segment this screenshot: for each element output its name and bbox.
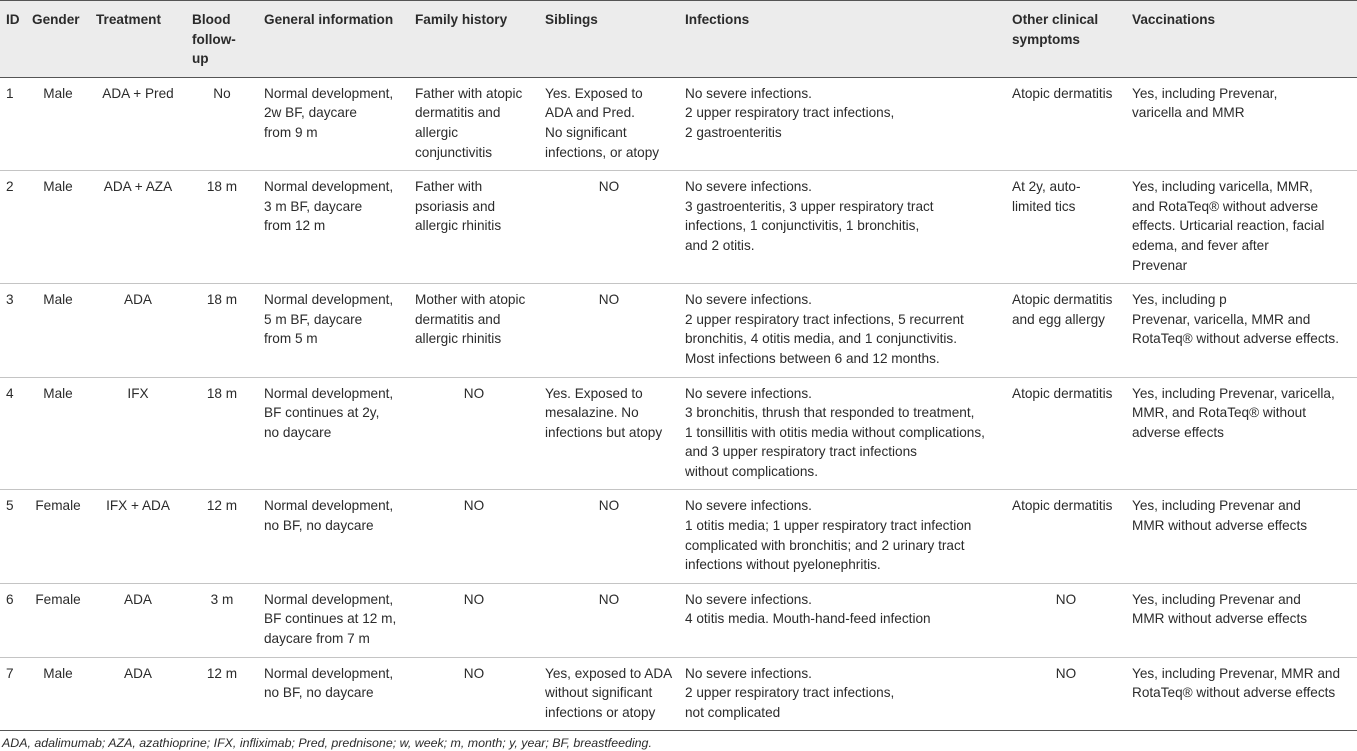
cell-blood-follow-up: 18 m xyxy=(206,385,238,401)
cell-id: 5 xyxy=(6,498,14,514)
cell-treatment: ADA xyxy=(124,665,152,681)
cell-siblings: NO xyxy=(598,591,620,607)
cell-siblings: NO xyxy=(598,179,620,195)
cell-general-information: Normal development, 3 m BF, daycare from 12 m xyxy=(264,179,394,234)
cell-family-history: NO xyxy=(463,498,485,514)
cell-infections: No severe infections. 1 otitis media; 1 upper respiratory tract infection complicated with bronchitis; and 2 urinary tract infections without pyelonephritis. xyxy=(685,498,972,573)
cell-vaccinations: Yes, including Prevenar and MMR without adverse effects xyxy=(1132,591,1308,627)
cell-gender: Female xyxy=(35,498,81,514)
header-infections: Infections xyxy=(685,12,750,27)
cell-gender: Male xyxy=(43,292,73,308)
cell-family-history: Mother with atopic dermatitis and allergic rhinitis xyxy=(415,292,526,347)
cell-family-history: NO xyxy=(463,385,485,401)
table-row xyxy=(0,77,1357,170)
cell-other-clinical-symptoms: NO xyxy=(1055,665,1077,681)
cell-blood-follow-up: 3 m xyxy=(210,591,234,607)
cell-blood-follow-up: 12 m xyxy=(206,498,238,514)
header-gender: Gender xyxy=(32,12,80,27)
table-row xyxy=(0,657,1357,731)
cell-vaccinations: Yes, including p Prevenar, varicella, MMR and RotaTeq® without adverse effects. xyxy=(1132,292,1339,347)
cell-general-information: Normal development, no BF, no daycare xyxy=(264,665,394,701)
cell-general-information: Normal development, 2w BF, daycare from 9 m xyxy=(264,85,394,140)
cell-siblings: NO xyxy=(598,498,620,514)
header-id: ID xyxy=(6,12,20,27)
cell-id: 3 xyxy=(6,292,14,308)
header-other-clinical-symptoms: Other clinical symptoms xyxy=(1012,12,1099,47)
cell-gender: Male xyxy=(43,385,73,401)
cell-id: 2 xyxy=(6,179,14,195)
cell-general-information: Normal development, BF continues at 2y, no daycare xyxy=(264,385,394,440)
header-family-history: Family history xyxy=(415,12,508,27)
cell-gender: Male xyxy=(43,179,73,195)
cell-id: 4 xyxy=(6,385,14,401)
cell-infections: No severe infections. 3 gastroenteritis, 3 upper respiratory tract infections, 1 conjunctivitis, 1 bronchitis, and 2 otitis. xyxy=(685,179,934,253)
table-row xyxy=(0,490,1357,583)
cell-gender: Male xyxy=(43,85,73,101)
cell-treatment: ADA + Pred xyxy=(102,85,174,101)
cell-treatment: ADA + AZA xyxy=(103,179,173,195)
cell-other-clinical-symptoms: Atopic dermatitis and egg allergy xyxy=(1012,292,1113,327)
cell-vaccinations: Yes, including Prevenar and MMR without adverse effects xyxy=(1132,498,1308,534)
cell-other-clinical-symptoms: Atopic dermatitis xyxy=(1012,498,1113,514)
cell-treatment: IFX xyxy=(127,385,149,401)
cell-gender: Female xyxy=(35,591,81,607)
cell-vaccinations: Yes, including Prevenar, varicella, MMR, and RotaTeq® without adverse effects xyxy=(1132,385,1335,440)
header-general-information: General information xyxy=(264,12,394,27)
header-row xyxy=(0,1,1357,78)
header-siblings: Siblings xyxy=(545,12,598,27)
cell-id: 6 xyxy=(6,591,14,607)
cell-siblings: Yes, exposed to ADA without significant infections or atopy xyxy=(545,665,673,720)
cell-siblings: Yes. Exposed to mesalazine. No infections but atopy xyxy=(545,385,663,440)
cell-family-history: Father with psoriasis and allergic rhinitis xyxy=(415,179,502,234)
cell-siblings: Yes. Exposed to ADA and Pred. No significant infections, or atopy xyxy=(545,85,660,160)
cell-infections: No severe infections. 2 upper respiratory tract infections, 5 recurrent bronchitis, 4 otitis media, and 1 conjunctivitis. Most infections between 6 and 12 months. xyxy=(685,292,964,366)
cell-infections: No severe infections. 3 bronchitis, thrush that responded to treatment, 1 tonsillitis with otitis media without complications, and 3 upper respiratory tract infections without complications. xyxy=(685,385,985,479)
cell-family-history: Father with atopic dermatitis and allergic conjunctivitis xyxy=(415,85,523,160)
cell-blood-follow-up: No xyxy=(213,85,231,101)
cell-blood-follow-up: 18 m xyxy=(206,179,238,195)
cell-gender: Male xyxy=(43,665,73,681)
cell-other-clinical-symptoms: NO xyxy=(1055,591,1077,607)
header-vaccinations: Vaccinations xyxy=(1132,12,1216,27)
cell-general-information: Normal development, 5 m BF, daycare from 5 m xyxy=(264,292,394,347)
cell-family-history: NO xyxy=(463,665,485,681)
cell-family-history: NO xyxy=(463,591,485,607)
cell-id: 1 xyxy=(6,85,14,101)
cell-infections: No severe infections. 2 upper respiratory tract infections, not complicated xyxy=(685,665,895,720)
cell-blood-follow-up: 18 m xyxy=(206,292,238,308)
header-treatment: Treatment xyxy=(96,12,161,27)
table-row xyxy=(0,171,1357,284)
cell-vaccinations: Yes, including Prevenar, MMR and RotaTeq® without adverse effects xyxy=(1132,665,1341,701)
table-row xyxy=(0,583,1357,657)
table-row xyxy=(0,284,1357,377)
cell-treatment: IFX + ADA xyxy=(106,498,170,514)
cell-treatment: ADA xyxy=(124,591,152,607)
cell-other-clinical-symptoms: Atopic dermatitis xyxy=(1012,385,1113,401)
cell-vaccinations: Yes, including varicella, MMR, and RotaTeq® without adverse effects. Urticarial reaction, facial edema, and fever after Prevenar xyxy=(1132,179,1325,273)
cell-other-clinical-symptoms: Atopic dermatitis xyxy=(1012,85,1113,101)
cell-general-information: Normal development, no BF, no daycare xyxy=(264,498,394,534)
table-row xyxy=(0,377,1357,490)
cell-infections: No severe infections. 4 otitis media. Mouth-hand-feed infection xyxy=(685,591,931,627)
cell-id: 7 xyxy=(6,665,14,681)
header-blood-follow-up: Blood follow-up xyxy=(192,12,236,67)
cell-treatment: ADA xyxy=(124,292,152,308)
cell-siblings: NO xyxy=(598,292,620,308)
cell-blood-follow-up: 12 m xyxy=(206,665,238,681)
cell-vaccinations: Yes, including Prevenar, varicella and MMR xyxy=(1132,85,1278,121)
cell-infections: No severe infections. 2 upper respiratory tract infections, 2 gastroenteritis xyxy=(685,85,895,140)
cell-other-clinical-symptoms: At 2y, auto- limited tics xyxy=(1012,179,1081,214)
table-footnote: ADA, adalimumab; AZA, azathioprine; IFX, infliximab; Pred, prednisone; w, week; m, month; y, year; BF, breastfeeding. xyxy=(2,736,652,751)
cell-general-information: Normal development, BF continues at 12 m, daycare from 7 m xyxy=(264,591,397,647)
